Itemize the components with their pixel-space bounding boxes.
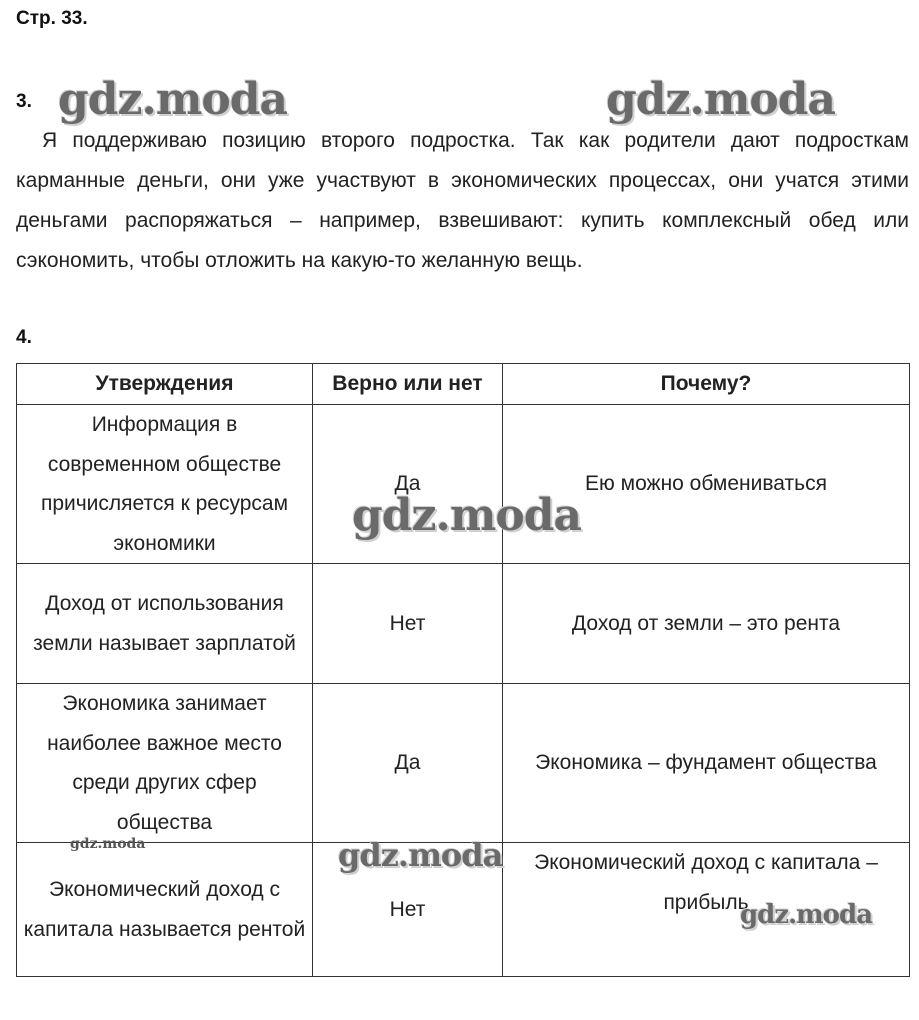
verdict-cell: Нет [313,564,503,684]
table-row [17,843,910,977]
table-row [17,684,910,843]
watermark-logo: gdz.moda [338,836,503,874]
watermark-logo: gdz.moda [352,490,582,541]
watermark-logo: gdz.moda [740,900,873,930]
reason-cell: Ею можно обмениваться [503,405,910,564]
table-row [17,564,910,684]
table-row [17,405,910,564]
task-4-number: 4. [16,327,32,348]
statements-table [16,363,910,977]
reason-cell: Экономика – фундамент общества [503,684,910,843]
header-statements: Утверждения [17,364,313,405]
statement-cell: Экономический доход с капитала называется рентой [17,843,313,977]
verdict-cell: Да [313,684,503,843]
watermark-logo: gdz.moda [58,74,288,125]
task-3-number: 3. [16,91,32,112]
statement-cell: Экономика занимает наиболее важное место среди других сфер общества [17,684,313,843]
page-header: Стр. 33. [16,8,88,29]
verdict-cell: Да [313,405,503,564]
statement-cell: Доход от использования земли называет зарплатой [17,564,313,684]
header-verdict: Верно или нет [313,364,503,405]
task-3-answer-text: Я поддерживаю позицию второго подростка. Так как родители дают подросткам карманные деньги, они уже участвуют в экономических процессах, они учатся этими деньгами распоряжаться – например, взвешивают: купить комплексный обед или сэкономить, чтобы отложить на какую-то желанную вещь. [16,129,909,272]
statement-cell: Информация в современном обществе причисляется к ресурсам экономики [17,405,313,564]
reason-cell: Экономический доход с капитала – прибыль [503,843,910,977]
header-reason: Почему? [503,364,910,405]
watermark-logo: gdz.moda [606,74,836,125]
verdict-cell: Нет [313,843,503,977]
watermark-logo: gdz.moda [70,836,146,852]
table-header-row [17,364,910,405]
reason-cell: Доход от земли – это рента [503,564,910,684]
